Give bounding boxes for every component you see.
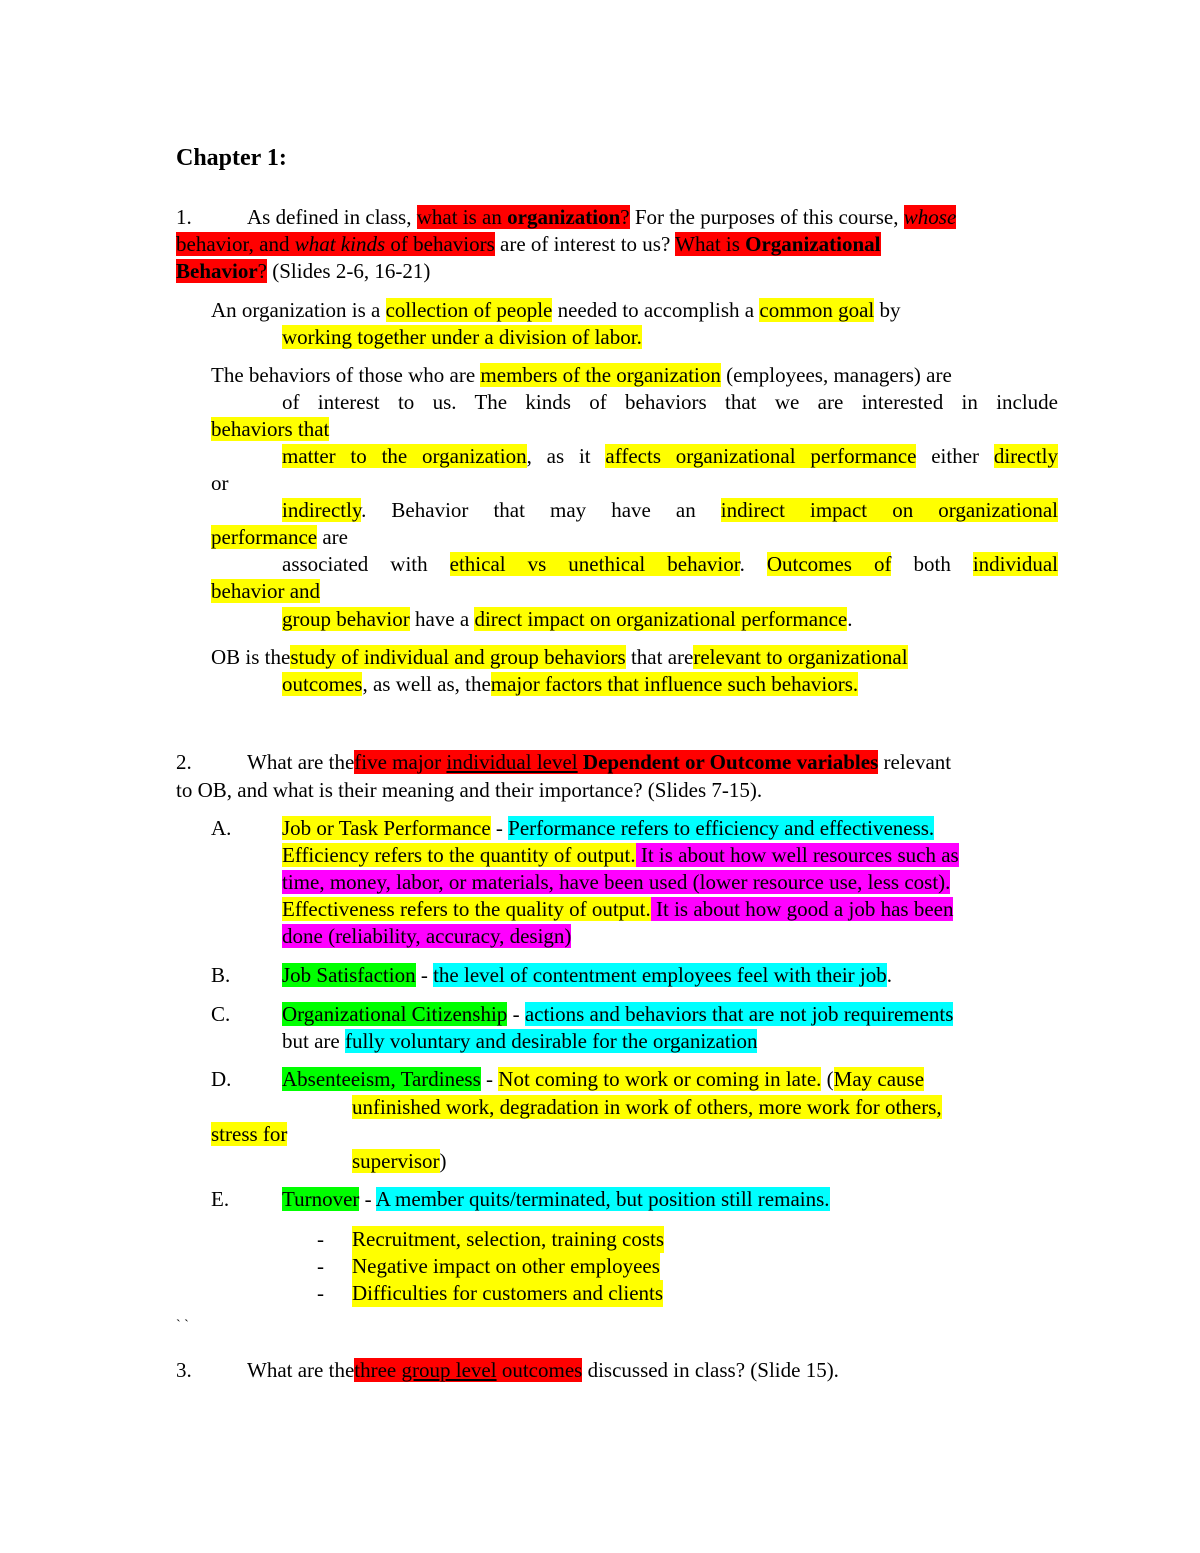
outcome-item-d: D. Absenteeism, Tardiness - Not coming to work or coming in late. (May cause xyxy=(211,1067,925,1091)
answer-1-paragraph-3: OB is thestudy of individual and group behaviors that arerelevant to organizational xyxy=(211,645,908,669)
question-1-line-3: Behavior? (Slides 2-6, 16-21) xyxy=(176,259,431,283)
outcome-item-c: C. Organizational Citizenship - actions and behaviors that are not job requirements xyxy=(211,1002,954,1026)
question-1-line-2: behavior, and what kinds of behaviors are of interest to us? What is Organizational xyxy=(176,232,881,256)
question-1-line-1 xyxy=(176,204,1060,231)
chapter-heading: Chapter 1: xyxy=(176,145,287,171)
outcome-item-a: A. Job or Task Performance - Performance refers to efficiency and effectiveness. xyxy=(211,816,935,840)
stray-mark: ` ` xyxy=(176,1318,189,1333)
question-2-line-2: to OB, and what is their meaning and their importance? (Slides 7-15). xyxy=(176,778,763,802)
question-3-number: 3. xyxy=(176,1358,192,1382)
outcome-item-e: E. Turnover - A member quits/terminated, but position still remains. xyxy=(211,1187,830,1211)
turnover-bullet: - Negative impact on other employees xyxy=(317,1254,660,1278)
question-1-number: 1. xyxy=(176,205,192,229)
document-page: Chapter 1: 1. As defined in class, what is an organization? For the purposes of this course, whose behavior, and what kinds of behaviors are of interest to us? What is Organizational Behavior? (Slides 2-6, 16-21) An organization is a collection of people needed to accomplish a common goal by working together under a division of labor. The behaviors of those who are members of the organization (employees, managers) are of interest to us. The kinds of behaviors that we are interested in include behaviors that matter to the organization, as it affects organizational performance either directly or indirectly. Behavior that may have an indirect impact on organizational performance are associated with ethical vs unethical behavior. Outcomes of both individual behavior and group behavior have a direct impact on organizational performance. OB is thestudy of individual and group behaviors that arerelevant to organizational outcomes, as well as, themajor factors that influence such behaviors. 2. What are thefive major individual level Dependent or Outcome variables relevant to OB, and what is their meaning and their importance? (Slides 7-15). A. Job or Task Performance - Performance refers to efficiency and effectiveness. Efficiency refers to the quantity of output. It is about how well resources such as time, money, labor, or materials, have been used (lower resource use, less cost). Effectiveness refers to the quality of output. It is about how good a job has been done (reliability, accuracy, design) B. Job Satisfaction - the level of contentment employees feel with their job. C. Organizational Citizenship - actions and behaviors that are not job requirements but are fully voluntary and desirable for the organization D. Absenteeism, Tardiness - Not coming to work or coming in late. (May cause unfinished work, degradation in work of others, more work for others, stress for supervisor) E. Turnover - A member quits/terminated, but position still remains. - Recruitment, selection, training costs - Negative impact on other employees - Difficulties for customers and clients ` ` 3. What are thethree group level outcomes discussed in class? (Slide 15). xyxy=(0,0,1200,1553)
turnover-bullet: - Recruitment, selection, training costs xyxy=(317,1227,665,1251)
highlight-red: five major individual level Dependent or Outcome variables xyxy=(354,750,879,774)
answer-1-paragraph-1: An organization is a collection of people needed to accomplish a common goal by xyxy=(211,298,901,322)
question-1-text: As defined in class, what is an organization? For the purposes of this course, whose xyxy=(247,205,957,229)
question-3: 3. What are thethree group level outcomes discussed in class? (Slide 15). xyxy=(176,1358,839,1382)
answer-1-paragraph-2: The behaviors of those who are members of the organization (employees, managers) are xyxy=(211,363,952,387)
outcome-item-b: B. Job Satisfaction - the level of contentment employees feel with their job. xyxy=(211,963,893,987)
turnover-bullet: - Difficulties for customers and clients xyxy=(317,1281,664,1305)
highlight-red: what is an organization? xyxy=(416,205,630,229)
question-2-number: 2. xyxy=(176,750,192,774)
highlight-red: three group level outcomes xyxy=(354,1358,583,1382)
question-2-line-1: 2. What are thefive major individual level Dependent or Outcome variables relevant xyxy=(176,750,952,774)
